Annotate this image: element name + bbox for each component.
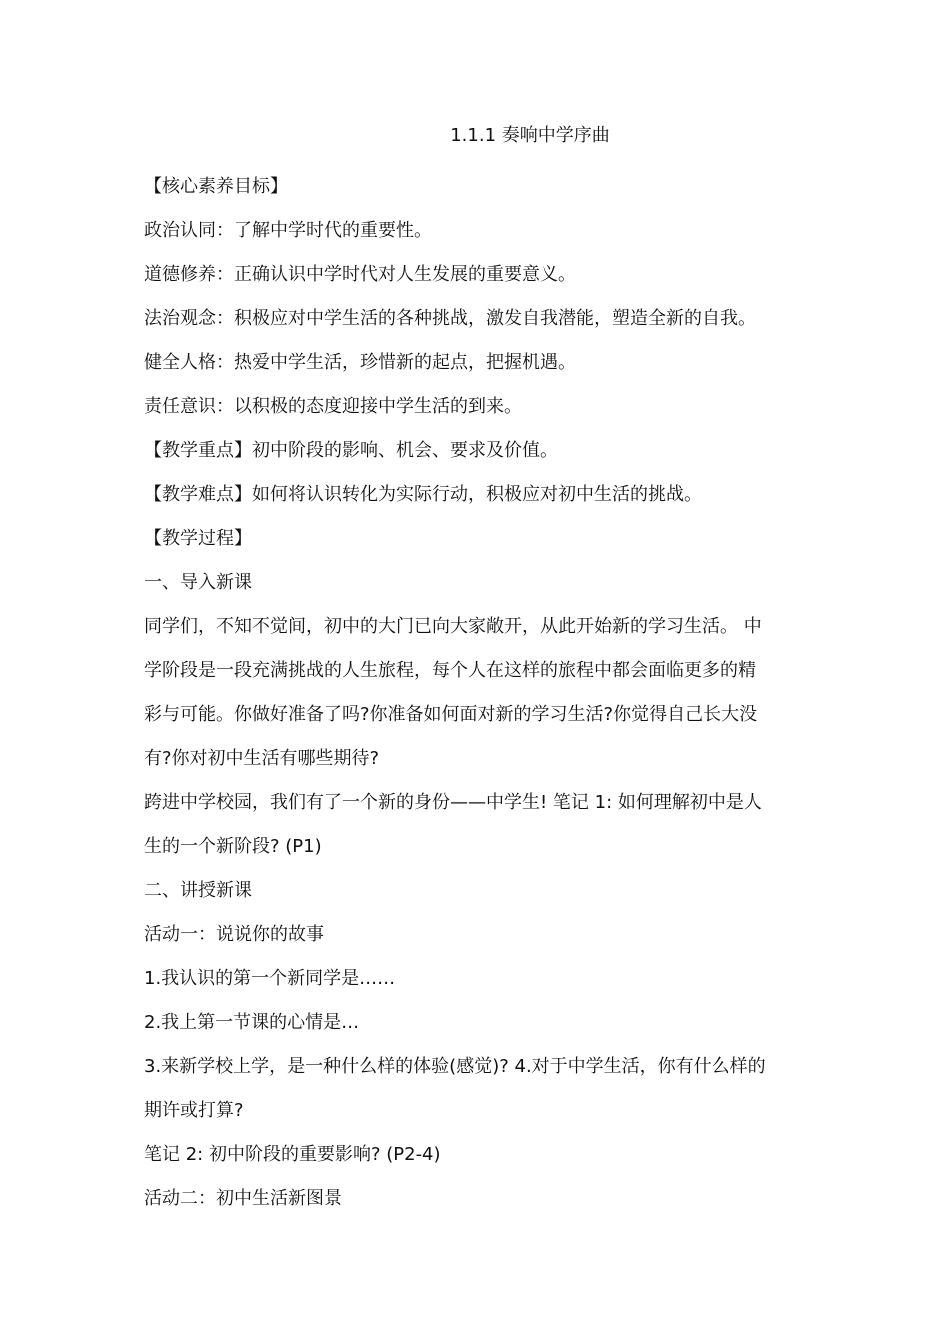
document-body (144, 165, 809, 1221)
goal-rule-of-law: 法治观念：积极应对中学生活的各种挑战，激发自我潜能，塑造全新的自我。 (144, 308, 756, 329)
section-heading-teaching-process: 【教学过程】 (144, 528, 252, 549)
activity-one-heading: 活动一：说说你的故事 (144, 924, 324, 945)
list-item: 1.我认识的第一个新同学是…… (144, 968, 396, 989)
goal-responsibility: 责任意识：以积极的态度迎接中学生活的到来。 (144, 396, 522, 417)
paragraph-line: 有?你对初中生活有哪些期待? (144, 748, 380, 769)
teaching-difficulties: 【教学难点】如何将认识转化为实际行动，积极应对初中生活的挑战。 (144, 484, 702, 505)
section-heading-core-literacy: 【核心素养目标】 (144, 176, 288, 197)
goal-political-identity: 政治认同：了解中学时代的重要性。 (144, 220, 432, 241)
paragraph-line: 同学们，不知不觉间，初中的大门已向大家敞开，从此开始新的学习生活。 中 (144, 616, 762, 637)
goal-moral-cultivation: 道德修养：正确认识中学时代对人生发展的重要意义。 (144, 264, 576, 285)
list-item: 2.我上第一节课的心情是… (144, 1012, 360, 1033)
paragraph-line: 生的一个新阶段? (P1) (144, 836, 322, 857)
list-item: 期许或打算? (144, 1100, 244, 1121)
teaching-key-points: 【教学重点】初中阶段的影响、机会、要求及价值。 (144, 440, 558, 461)
paragraph-line: 跨进中学校园，我们有了一个新的身份——中学生! 笔记 1: 如何理解初中是人 (144, 792, 762, 813)
note-two: 笔记 2: 初中阶段的重要影响? (P2-4) (144, 1144, 441, 1165)
activity-two-heading: 活动二：初中生活新图景 (144, 1188, 342, 1209)
subsection-introduction: 一、导入新课 (144, 572, 252, 593)
goal-sound-personality: 健全人格：热爱中学生活，珍惜新的起点，把握机遇。 (144, 352, 576, 373)
list-item: 3.来新学校上学，是一种什么样的体验(感觉)? 4.对于中学生活，你有什么样的 (144, 1056, 766, 1077)
document-title: 1.1.1 奏响中学序曲 (450, 125, 610, 146)
subsection-new-lesson: 二、讲授新课 (144, 880, 252, 901)
paragraph-line: 学阶段是一段充满挑战的人生旅程，每个人在这样的旅程中都会面临更多的精 (144, 660, 756, 681)
paragraph-line: 彩与可能。你做好准备了吗?你准备如何面对新的学习生活?你觉得自己长大没 (144, 704, 758, 725)
